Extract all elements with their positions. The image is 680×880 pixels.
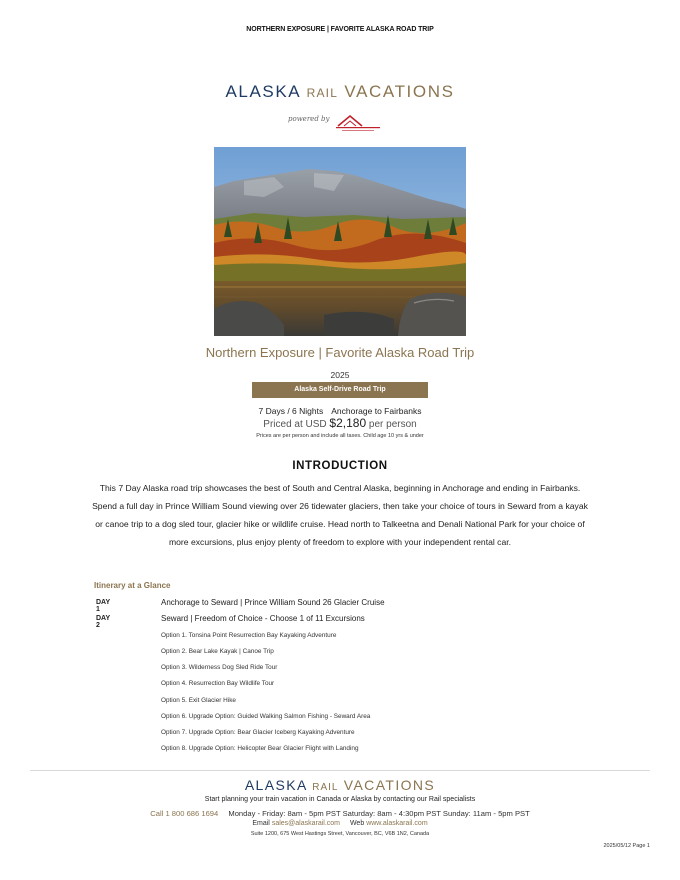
- excursion-option: Option 7. Upgrade Option: Bear Glacier Iceberg Kayaking Adventure: [161, 729, 355, 736]
- footer-brand-logo: [0, 777, 680, 793]
- tour-route: Anchorage to Fairbanks: [331, 406, 422, 416]
- tour-title: Northern Exposure | Favorite Alaska Road Trip: [205, 345, 475, 360]
- excursion-option: Option 4. Resurrection Bay Wildlife Tour: [161, 680, 275, 687]
- price-suffix: per person: [368, 419, 417, 430]
- footer-address: Suite 1200, 675 West Hastings Street, Vancouver, BC, V6B 1N2, Canada: [250, 831, 430, 837]
- partner-logo-icon: [332, 112, 388, 134]
- price-note: Prices are per person and include all taxes. Child age 10 yrs & under: [256, 433, 424, 439]
- footer-hours: Monday - Friday: 8am - 5pm PST Saturday: 8am - 4:30pm PST Sunday: 11am - 5pm PST: [228, 809, 530, 818]
- logo-word-alaska: ALASKA: [225, 82, 301, 101]
- web-label: Web: [349, 820, 365, 827]
- footer-logo-word-alaska: ALASKA: [244, 777, 307, 793]
- intro-body: This 7 Day Alaska road trip showcases the best of South and Central Alaska, beginning in Anchorage and ending in Fairbanks. Spend a full day in Prince William Sound viewing over 26 tidewater glaciers, then take your choice of tours in Seward from a kayak or canoe trip to a dog sled tour, glacier hike or wildlife cruise. Head north to Talkeetna and Denali National Park for your choice of more excursions, plus enjoy plenty of freedom to explore with your independent rental car.: [92, 483, 588, 547]
- day-description: Anchorage to Seward | Prince William Sound 26 Glacier Cruise: [161, 598, 385, 607]
- powered-by-text: powered by: [288, 115, 330, 123]
- footer-contact-hours: [0, 809, 680, 818]
- excursion-option: Option 3. Wilderness Dog Sled Ride Tour: [161, 664, 278, 671]
- intro-heading: INTRODUCTION: [292, 460, 388, 472]
- powered-by-badge: [288, 112, 398, 134]
- brand-logo: [0, 82, 680, 102]
- footer-logo-word-vacations: VACATIONS: [343, 777, 436, 793]
- price-prefix: Priced at USD: [263, 419, 327, 430]
- tour-duration-route: [0, 406, 680, 416]
- excursion-option: Option 5. Exit Glacier Hike: [161, 697, 236, 704]
- excursion-option: Option 6. Upgrade Option: Guided Walking Salmon Fishing - Seward Area: [161, 713, 371, 720]
- itinerary-heading: Itinerary at a Glance: [94, 581, 171, 590]
- excursion-option: Option 2. Bear Lake Kayak | Canoe Trip: [161, 648, 274, 655]
- hero-photo: [214, 147, 466, 336]
- price-amount: $2,180: [329, 416, 367, 430]
- email-label: Email: [252, 820, 270, 827]
- day-label: DAY 2: [96, 615, 111, 629]
- logo-word-vacations: VACATIONS: [344, 82, 455, 101]
- hero-landscape-image: [214, 147, 466, 336]
- excursion-option: Option 8. Upgrade Option: Helicopter Bear Glacier Flight with Landing: [161, 745, 359, 752]
- day-label: DAY 1: [96, 599, 111, 613]
- footer-email-web: [0, 820, 680, 827]
- page-number: 2025/05/12 Page 1: [603, 843, 650, 849]
- running-header: NORTHERN EXPOSURE | FAVORITE ALASKA ROAD TRIP: [246, 26, 434, 33]
- day-description: Seward | Freedom of Choice - Choose 1 of 11 Excursions: [161, 614, 365, 623]
- logo-word-rail: RAIL: [306, 86, 339, 100]
- footer-logo-word-rail: RAIL: [312, 782, 339, 793]
- footer-phone-link[interactable]: Call 1 800 686 1694: [150, 809, 219, 818]
- footer-divider: [30, 770, 650, 771]
- excursion-option: Option 1. Tonsina Point Resurrection Bay Kayaking Adventure: [161, 632, 337, 639]
- footer-tagline: Start planning your train vacation in Canada or Alaska by contacting our Rail specialists: [204, 796, 476, 803]
- tour-price: [0, 416, 680, 430]
- tour-category-badge: Alaska Self-Drive Road Trip: [252, 382, 428, 398]
- email-link[interactable]: sales@alaskarail.com: [271, 820, 340, 827]
- tour-duration: 7 Days / 6 Nights: [258, 406, 324, 416]
- web-link[interactable]: www.alaskarail.com: [366, 820, 428, 827]
- tour-year: 2025: [330, 370, 350, 380]
